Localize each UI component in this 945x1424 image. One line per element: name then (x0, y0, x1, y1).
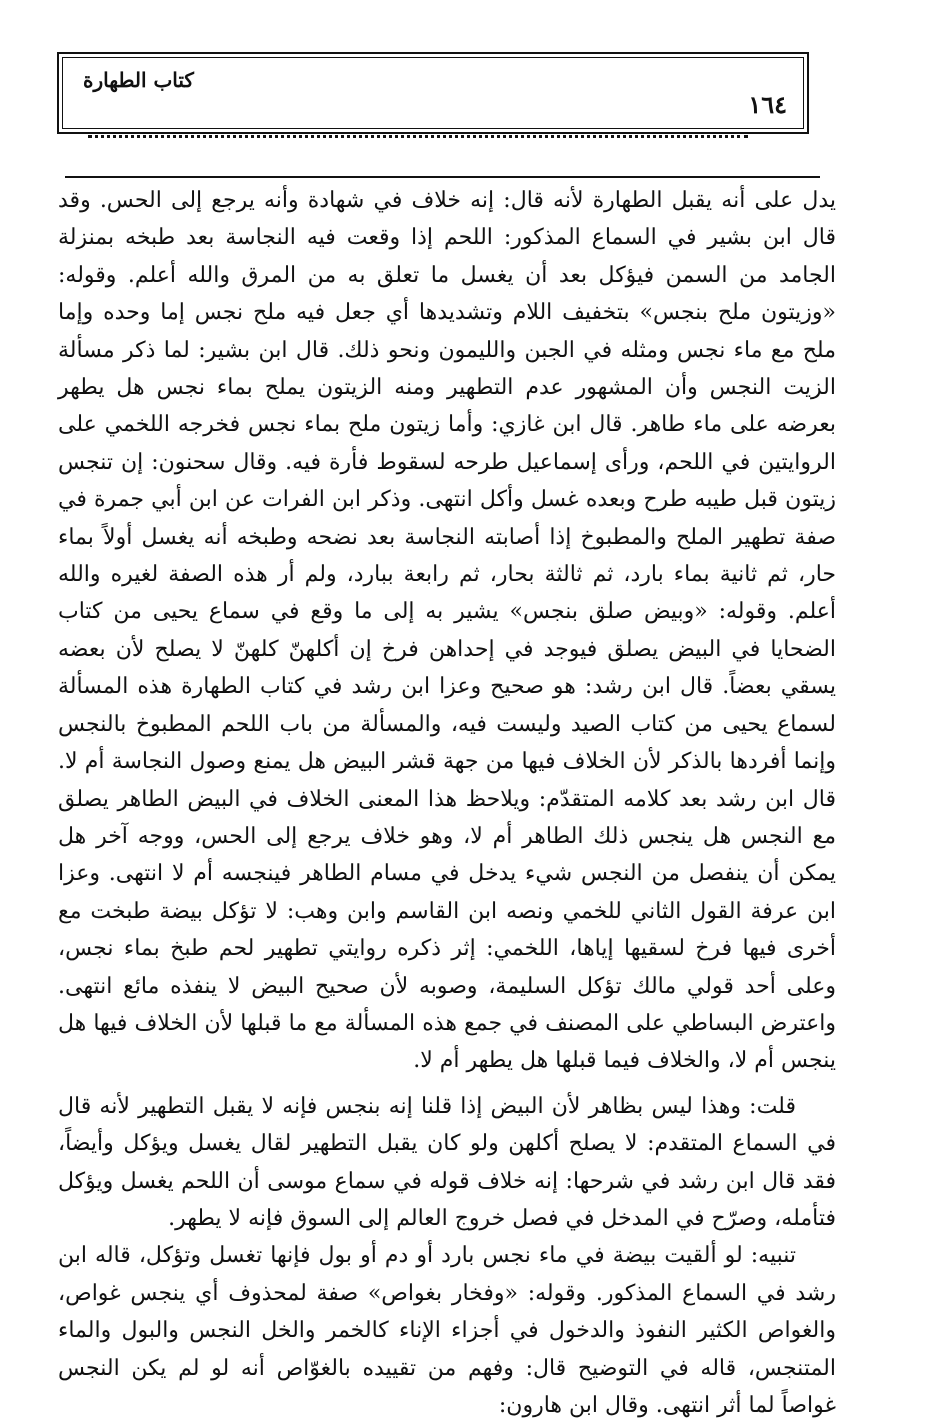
page-body (58, 182, 836, 1418)
paragraph: يدل على أنه يقبل الطهارة لأنه قال: إنه خلاف في شهادة وأنه يرجع إلى الحس. وقد قال ابن بشير في السماع المذكور: اللحم إذا وقعت فيه النجاسة بعد طبخه بمنزلة الجامد من السمن فيؤكل بعد أن يغسل ما تعلق به من المرق والله أعلم. وقوله: «وزيتون ملح بنجس» بتخفيف اللام وتشديدها أي جعل فيه ملح نجس إما وحده وإما ملح مع ماء نجس ومثله في الجبن والليمون ونحو ذلك. قال ابن بشير: لما ذكر مسألة الزيت النجس وأن المشهور عدم التطهير ومنه الزيتون يملح بماء نجس هل يطهر بعرضه على ماء طاهر. قال ابن غازي: وأما زيتون ملح بماء نجس فخرجه اللخمي على الروايتين في اللحم، ورأى إسماعيل طرحه لسقوط فأرة فيه. وقال سحنون: إن تنجس زيتون قبل طيبه طرح وبعده غسل وأكل انتهى. وذكر ابن الفرات عن ابن أبي جمرة في صفة تطهير الملح والمطبوخ إذا أصابته النجاسة بعد نضحه وطبخه أنه يغسل أولاً بماء حار، ثم ثانية بماء بارد، ثم ثالثة بحار، ثم رابعة ببارد، ولم أر هذه الصفة لغيره والله أعلم. وقوله: «وبيض صلق بنجس» يشير به إلى ما وقع في سماع يحيى من كتاب الضحايا في البيض يصلق فيوجد في إحداهن فرخ إن أكلهنّ كلهنّ لا يصلح لأن بعضه يسقي بعضاً. قال ابن رشد: هو صحيح وعزا ابن رشد في كتاب الطهارة هذه المسألة لسماع يحيى من كتاب الصيد وليست فيه، والمسألة من باب اللحم المطبوخ بالنجس وإنما أفردها بالذكر لأن الخلاف فيها من جهة قشر البيض هل يمنع وصول النجاسة أم لا. قال ابن رشد بعد كلامه المتقدّم: ويلاحظ هذا المعنى الخلاف في البيض الطاهر يصلق مع النجس هل ينجس ذلك الطاهر أم لا، وهو خلاف يرجع إلى الحس، ووجه آخر هل يمكن أن ينفصل من النجس شيء يدخل في مسام الطاهر فينجسه أم لا انتهى. وعزا ابن عرفة القول الثاني للخمي ونصه ابن القاسم وابن وهب: لا تؤكل بيضة طبخت مع أخرى فيها فرخ لسقيها إياها، اللخمي: إثر ذكره روايتي تطهير لحم طبخ بماء نجس، وعلى أحد قولي مالك تؤكل السليمة، وصوبه لأن صحيح البيض لا ينفذه مائع انتهى. واعترض البساطي على المصنف في جمع هذه المسألة مع ما قبلها لأن الخلاف فيها هل ينجس أم لا، والخلاف فيما قبلها هل يطهر أم لا. (58, 188, 836, 1074)
paragraph: تنبيه: لو ألقيت بيضة في ماء نجس بارد أو دم أو بول فإنها تغسل وتؤكل، قاله ابن رشد في السماع المذكور. وقوله: «وفخار بغواص» صفة لمحذوف أي ينجس غواص، والغواص الكثير النفوذ والدخول في أجزاء الإناء كالخمر والخل النجس والبول والماء المتنجس، قاله في التوضيح قال: وفهم من تقييده بالغوّاص أنه لو لم يكن النجس غواصاً لما أثر انتهى. وقال ابن هارون: (58, 1243, 836, 1418)
book-title: كتاب الطهارة (83, 68, 194, 92)
page-header (57, 52, 809, 134)
header-rule (65, 176, 820, 178)
dotted-separator (88, 135, 748, 146)
paragraph: قلت: وهذا ليس بظاهر لأن البيض إذا قلنا إنه بنجس فإنه لا يقبل التطهير لأنه قال في السماع المتقدم: لا يصلح أكلهن ولو كان يقبل التطهير لقال يغسل ويؤكل وأيضاً، فقد قال ابن رشد في شرحها: إنه خلاف قوله في سماع موسى أن اللحم يغسل ويؤكل فتأمله، وصرّح في المدخل في فصل خروج العالم إلى السوق فإنه لا يطهر. (58, 1093, 836, 1231)
page-number: ١٦٤ (748, 90, 787, 119)
